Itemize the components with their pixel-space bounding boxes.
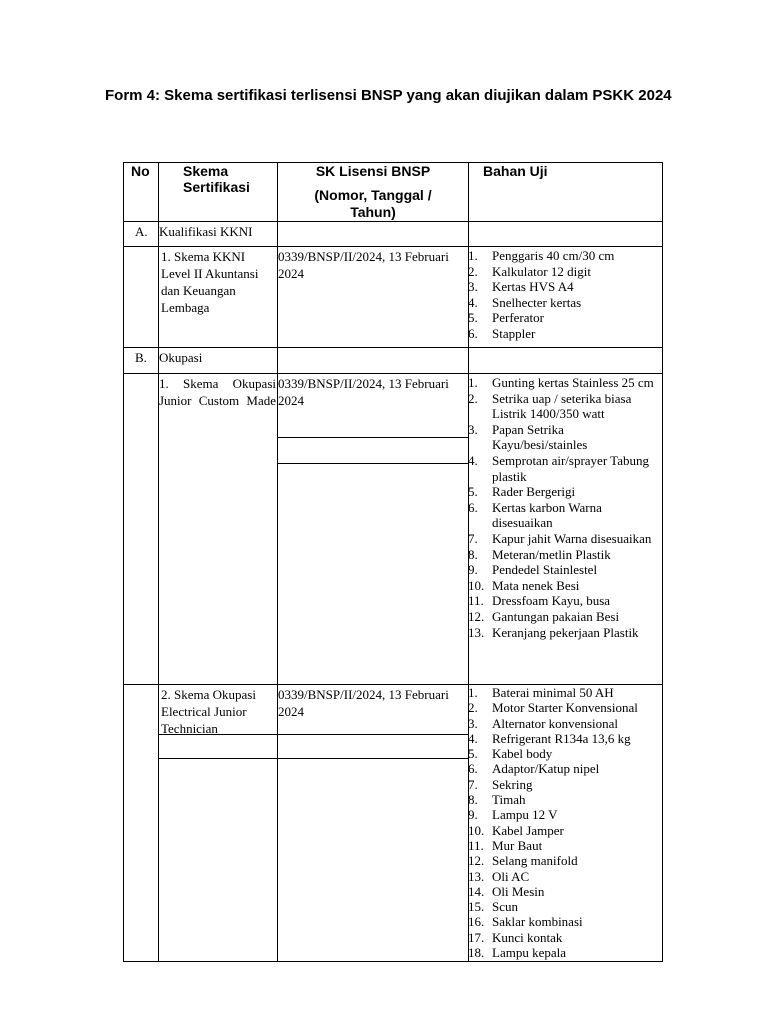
material-item bbox=[468, 422, 660, 453]
material-item-text: Adaptor/Katup nipel bbox=[492, 761, 600, 777]
material-item bbox=[468, 625, 660, 641]
material-item-number: 3. bbox=[468, 421, 478, 437]
material-item-number: 10. bbox=[468, 577, 485, 593]
material-item bbox=[468, 326, 660, 342]
material-item-number: 6. bbox=[468, 761, 478, 777]
material-item bbox=[468, 531, 660, 547]
material-item-number: 18. bbox=[468, 945, 485, 961]
material-item bbox=[468, 391, 660, 422]
header-no: No bbox=[131, 163, 150, 179]
material-item bbox=[468, 547, 660, 563]
material-item-number: 5. bbox=[468, 746, 478, 762]
material-item-number: 7. bbox=[468, 776, 478, 792]
material-item-text: Kertas HVS A4 bbox=[492, 279, 574, 295]
material-item-text: Kunci kontak bbox=[492, 929, 563, 945]
material-item-text: Papan Setrika Kayu/besi/stainles bbox=[492, 421, 588, 453]
section-label: Okupasi bbox=[159, 350, 203, 365]
material-item-text: Mata nenek Besi bbox=[492, 577, 580, 593]
materials-list bbox=[468, 248, 660, 342]
material-item-number: 4. bbox=[468, 730, 478, 746]
material-item-text: Snelhecter kertas bbox=[492, 294, 582, 310]
material-item-text: Gantungan pakaian Besi bbox=[492, 608, 620, 624]
material-item-number: 14. bbox=[468, 883, 485, 899]
material-item-text: Meteran/metlin Plastik bbox=[492, 546, 611, 562]
material-item-number: 15. bbox=[468, 899, 485, 915]
material-item-text: Stappler bbox=[492, 325, 536, 341]
row-divider bbox=[277, 463, 468, 464]
material-item-number: 1. bbox=[468, 685, 478, 700]
row-divider bbox=[123, 246, 663, 247]
material-item-text: Pendedel Stainlestel bbox=[492, 562, 598, 578]
material-item bbox=[468, 375, 660, 391]
material-item-number: 4. bbox=[468, 294, 478, 310]
materials-list bbox=[468, 685, 660, 960]
header-skema-line1: Skema bbox=[183, 163, 229, 179]
material-item-number: 3. bbox=[468, 279, 478, 295]
scheme-name: 2. Skema Okupasi Electrical Junior Technician bbox=[161, 687, 256, 736]
section-letter: A. bbox=[135, 224, 148, 239]
material-item-number: 3. bbox=[468, 715, 478, 731]
material-item bbox=[468, 869, 660, 884]
material-item bbox=[468, 264, 660, 280]
material-item-text: Semprotan air/sprayer Tabung plastik bbox=[492, 452, 649, 484]
form-title: Form 4: Skema sertifikasi terlisensi BNSP yang akan diujikan dalam PSKK 2024 bbox=[105, 87, 672, 104]
scheme-sk: 0339/BNSP/II/2024, 13 Februari 2024 bbox=[278, 249, 449, 281]
material-item-text: Alternator konvensional bbox=[492, 715, 618, 731]
material-item-number: 17. bbox=[468, 929, 485, 945]
scheme-sk: 0339/BNSP/II/2024, 13 Februari 2024 bbox=[278, 687, 449, 719]
material-item bbox=[468, 609, 660, 625]
column-divider bbox=[158, 162, 159, 962]
material-item-number: 6. bbox=[468, 325, 478, 341]
material-item-number: 7. bbox=[468, 530, 478, 546]
material-item-number: 8. bbox=[468, 546, 478, 562]
material-item bbox=[468, 295, 660, 311]
material-item bbox=[468, 453, 660, 484]
material-item bbox=[468, 685, 660, 700]
material-item-text: Dressfoam Kayu, busa bbox=[492, 593, 611, 609]
material-item-text: Keranjang pekerjaan Plastik bbox=[492, 624, 639, 640]
material-item bbox=[468, 593, 660, 609]
material-item-text: Lampu kepala bbox=[492, 945, 566, 961]
material-item-text: Setrika uap / seterika biasa Listrik 1400/350 watt bbox=[492, 390, 632, 422]
material-item bbox=[468, 500, 660, 531]
row-divider bbox=[123, 347, 663, 348]
materials-list bbox=[468, 375, 660, 640]
material-item-text: Oli Mesin bbox=[492, 883, 545, 899]
material-item bbox=[468, 578, 660, 594]
header-skema-line2: Sertifikasi bbox=[183, 179, 250, 195]
material-item-text: Sekring bbox=[492, 776, 533, 792]
material-item-number: 11. bbox=[468, 593, 484, 609]
material-item bbox=[468, 807, 660, 822]
material-item-number: 6. bbox=[468, 499, 478, 515]
material-item bbox=[468, 853, 660, 868]
table-border-bottom bbox=[123, 961, 663, 962]
table-border-left bbox=[123, 162, 124, 962]
material-item bbox=[468, 838, 660, 853]
material-item-text: Kabel Jamper bbox=[492, 822, 564, 838]
material-item-number: 5. bbox=[468, 484, 478, 500]
material-item-number: 2. bbox=[468, 700, 478, 716]
header-bahan-uji: Bahan Uji bbox=[483, 163, 548, 179]
material-item bbox=[468, 914, 660, 929]
header-sk-line2: (Nomor, Tanggal / bbox=[314, 187, 432, 203]
material-item bbox=[468, 746, 660, 761]
row-divider bbox=[277, 437, 468, 438]
material-item bbox=[468, 792, 660, 807]
material-item-number: 9. bbox=[468, 807, 478, 823]
material-item-number: 12. bbox=[468, 608, 485, 624]
material-item-text: Kalkulator 12 digit bbox=[492, 263, 591, 279]
material-item-text: Motor Starter Konvensional bbox=[492, 700, 638, 716]
section-label: Kualifikasi KKNI bbox=[159, 224, 253, 239]
material-item-text: Selang manifold bbox=[492, 853, 578, 869]
material-item-text: Rader Bergerigi bbox=[492, 484, 576, 500]
material-item-number: 1. bbox=[468, 248, 478, 263]
material-item-number: 1. bbox=[468, 375, 478, 390]
material-item bbox=[468, 884, 660, 899]
material-item-number: 11. bbox=[468, 837, 484, 853]
material-item-number: 13. bbox=[468, 868, 485, 884]
material-item bbox=[468, 945, 660, 960]
material-item-text: Baterai minimal 50 AH bbox=[492, 685, 614, 700]
material-item bbox=[468, 761, 660, 776]
material-item bbox=[468, 562, 660, 578]
scheme-name: 1. Skema KKNI Level II Akuntansi dan Keuangan Lembaga bbox=[161, 249, 259, 315]
material-item-number: 9. bbox=[468, 562, 478, 578]
material-item bbox=[468, 899, 660, 914]
material-item bbox=[468, 716, 660, 731]
material-item bbox=[468, 279, 660, 295]
material-item bbox=[468, 310, 660, 326]
material-item-number: 5. bbox=[468, 310, 478, 326]
scheme-name: 1. Skema Okupasi Junior Custom Made bbox=[159, 376, 276, 408]
row-divider bbox=[158, 758, 468, 759]
material-item-number: 2. bbox=[468, 263, 478, 279]
material-item-number: 13. bbox=[468, 624, 485, 640]
row-divider bbox=[123, 221, 663, 222]
material-item-text: Gunting kertas Stainless 25 cm bbox=[492, 375, 654, 390]
material-item bbox=[468, 777, 660, 792]
material-item-number: 10. bbox=[468, 822, 485, 838]
material-item-text: Oli AC bbox=[492, 868, 530, 884]
scheme-sk: 0339/BNSP/II/2024, 13 Februari 2024 bbox=[278, 376, 449, 408]
section-letter: B. bbox=[135, 350, 147, 365]
material-item bbox=[468, 930, 660, 945]
material-item-number: 8. bbox=[468, 792, 478, 808]
material-item-number: 12. bbox=[468, 853, 485, 869]
certification-table bbox=[123, 162, 663, 962]
material-item bbox=[468, 700, 660, 715]
column-divider bbox=[277, 162, 278, 962]
material-item bbox=[468, 484, 660, 500]
table-border-right bbox=[662, 162, 663, 962]
material-item bbox=[468, 731, 660, 746]
material-item-text: Timah bbox=[492, 792, 526, 808]
material-item-number: 16. bbox=[468, 914, 485, 930]
header-sk-line1: SK Lisensi BNSP bbox=[315, 163, 431, 179]
row-divider bbox=[123, 373, 663, 374]
header-sk-line3: Tahun) bbox=[350, 204, 396, 220]
material-item-text: Penggaris 40 cm/30 cm bbox=[492, 248, 615, 263]
material-item-text: Lampu 12 V bbox=[492, 807, 558, 823]
material-item bbox=[468, 823, 660, 838]
material-item-text: Kertas karbon Warna disesuaikan bbox=[492, 499, 602, 531]
material-item-number: 2. bbox=[468, 390, 478, 406]
material-item-text: Refrigerant R134a 13,6 kg bbox=[492, 730, 631, 746]
material-item-text: Scun bbox=[492, 899, 518, 915]
material-item-text: Perferator bbox=[492, 310, 544, 326]
material-item-number: 4. bbox=[468, 452, 478, 468]
material-item-text: Kapur jahit Warna disesuaikan bbox=[492, 530, 652, 546]
material-item-text: Kabel body bbox=[492, 746, 553, 762]
material-item-text: Mur Baut bbox=[492, 837, 543, 853]
material-item-text: Saklar kombinasi bbox=[492, 914, 583, 930]
material-item bbox=[468, 248, 660, 264]
